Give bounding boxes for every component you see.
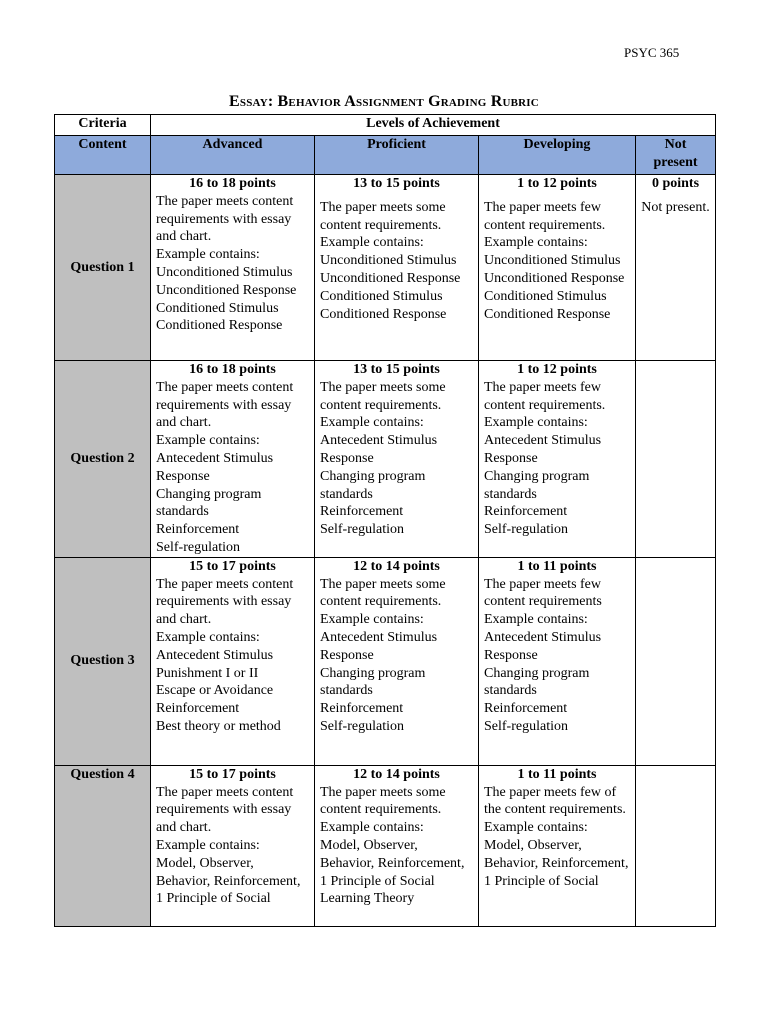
cell-text: Antecedent Stimulus [156, 450, 274, 466]
cell-text: Example contains: [320, 612, 424, 628]
cell-text: Conditioned Response [156, 318, 283, 334]
cell-text: Conditioned Response [484, 306, 611, 322]
cell-text: Self-regulation [484, 522, 568, 538]
cell-text: The paper meets content requirements with essay and chart. [156, 379, 294, 431]
cell-text: Self-regulation [156, 539, 240, 555]
points-range: 1 to 11 points [517, 558, 597, 574]
cell-text: Conditioned Stimulus [484, 288, 607, 304]
points-range: 12 to 14 points [353, 558, 440, 574]
cell-text: Escape or Avoidance [156, 683, 274, 699]
cell-text: Self-regulation [320, 522, 404, 538]
points-range: 16 to 18 points [189, 176, 276, 191]
cell-text: Reinforcement [320, 701, 404, 717]
table-row [55, 557, 716, 765]
criteria-header: Criteria [55, 115, 151, 136]
points-range: 15 to 17 points [189, 766, 276, 782]
cell-text: Unconditioned Stimulus [156, 264, 293, 280]
rubric-cell-not-present [636, 557, 716, 765]
cell-text: Unconditioned Stimulus [320, 253, 457, 269]
cell-text: Self-regulation [484, 718, 568, 734]
rubric-cell [315, 361, 479, 558]
cell-text: Example contains: [156, 247, 260, 263]
cell-text: Antecedent Stimulus [156, 647, 274, 663]
cell-text: Example contains: [156, 433, 260, 449]
cell-text: Response [320, 647, 374, 663]
cell-text: The paper meets some content requirements. [320, 784, 446, 818]
cell-text: Changing program standards [320, 468, 426, 502]
rubric-cell [151, 361, 315, 558]
table-row [55, 175, 716, 361]
cell-text: Conditioned Stimulus [320, 288, 443, 304]
question-label: Question 4 [55, 765, 151, 926]
cell-text: Unconditioned Response [320, 270, 461, 286]
cell-text: Conditioned Stimulus [156, 300, 279, 316]
cell-text: Response [484, 450, 538, 466]
cell-text: Response [484, 647, 538, 663]
points-range: 1 to 12 points [517, 362, 597, 377]
cell-text: Model, Observer, Behavior, Reinforcement, 1 Principle of Social Learning Theory [320, 837, 465, 907]
cell-text: Response [320, 450, 374, 466]
cell-text: Model, Observer, Behavior, Reinforcement, 1 Principle of Social [156, 855, 301, 907]
cell-text: The paper meets some content requirements. [320, 576, 446, 610]
points-range: 13 to 15 points [353, 362, 440, 377]
rubric-cell [479, 765, 636, 926]
rubric-cell [479, 175, 636, 361]
page-title: Essay: Behavior Assignment Grading Rubric [229, 93, 539, 110]
column-header-row [55, 136, 716, 175]
content-header: Content [55, 136, 151, 175]
cell-text: Reinforcement [484, 701, 568, 717]
points-range: 12 to 14 points [353, 766, 440, 782]
header-row [55, 115, 716, 136]
cell-text: Example contains: [484, 820, 588, 836]
rubric-cell [315, 175, 479, 361]
cell-text: The paper meets few of the content requirements. [484, 784, 626, 818]
cell-text: Model, Observer, Behavior, Reinforcement, 1 Principle of Social [484, 837, 629, 889]
points-range: 16 to 18 points [189, 362, 276, 377]
cell-text: Example contains: [320, 820, 424, 836]
cell-text: The paper meets content requirements with essay and chart. [156, 193, 294, 245]
cell-text: Changing program standards [484, 665, 590, 699]
cell-text: Conditioned Response [320, 306, 447, 322]
cell-text: The paper meets some content requirements. [320, 199, 446, 233]
course-code: PSYC 365 [624, 45, 680, 60]
cell-text: Punishment I or II [156, 665, 259, 681]
cell-text: Antecedent Stimulus [320, 433, 438, 449]
cell-text: Example contains: [156, 837, 260, 853]
cell-text: Reinforcement [484, 504, 568, 520]
cell-text: Antecedent Stimulus [320, 629, 438, 645]
table-row [55, 361, 716, 558]
points-range: 0 points [651, 176, 700, 191]
cell-text: The paper meets few content requirements. [484, 199, 606, 233]
points-range: 1 to 12 points [517, 176, 597, 191]
rubric-cell-not-present [636, 765, 716, 926]
cell-text: Changing program standards [156, 486, 262, 520]
column-header-not-present: Not present [636, 136, 716, 175]
points-range: 15 to 17 points [189, 558, 276, 574]
rubric-cell-not-present [636, 361, 716, 558]
question-label: Question 3 [55, 557, 151, 765]
rubric-cell [315, 557, 479, 765]
cell-text: Self-regulation [320, 718, 404, 734]
cell-text: Changing program standards [484, 468, 590, 502]
cell-text: The paper meets content requirements with essay and chart. [156, 784, 294, 836]
rubric-cell [151, 175, 315, 361]
cell-text: Example contains: [484, 235, 588, 251]
levels-header: Levels of Achievement [151, 115, 716, 136]
cell-text: Example contains: [320, 415, 424, 431]
cell-text: The paper meets content requirements with essay and chart. [156, 576, 294, 628]
rubric-cell [479, 557, 636, 765]
rubric-cell [479, 361, 636, 558]
grading-rubric-table [54, 114, 716, 927]
column-header-proficient: Proficient [315, 136, 479, 175]
rubric-cell-not-present [636, 175, 716, 361]
cell-text: Reinforcement [156, 522, 240, 538]
table-row [55, 765, 716, 926]
cell-text: Not present. [641, 199, 710, 215]
column-header-developing: Developing [479, 136, 636, 175]
rubric-cell [315, 765, 479, 926]
cell-text: The paper meets few content requirements. [484, 379, 606, 413]
cell-text: Unconditioned Stimulus [484, 253, 621, 269]
cell-text: Example contains: [484, 415, 588, 431]
rubric-cell [151, 557, 315, 765]
cell-text: Unconditioned Response [156, 282, 297, 298]
cell-text: Unconditioned Response [484, 270, 625, 286]
cell-text: Response [156, 468, 210, 484]
question-label: Question 2 [55, 361, 151, 558]
points-range: 1 to 11 points [517, 766, 597, 782]
cell-text: The paper meets some content requirements. [320, 379, 446, 413]
cell-text: Best theory or method [156, 718, 281, 734]
cell-text: Reinforcement [156, 701, 240, 717]
rubric-cell [151, 765, 315, 926]
cell-text: Antecedent Stimulus [484, 629, 602, 645]
cell-text: Reinforcement [320, 504, 404, 520]
question-label: Question 1 [55, 175, 151, 361]
column-header-advanced: Advanced [151, 136, 315, 175]
cell-text: Example contains: [484, 612, 588, 628]
cell-text: The paper meets few content requirements [484, 576, 602, 610]
cell-text: Antecedent Stimulus [484, 433, 602, 449]
cell-text: Example contains: [320, 235, 424, 251]
cell-text: Changing program standards [320, 665, 426, 699]
points-range: 13 to 15 points [353, 176, 440, 191]
cell-text: Example contains: [156, 629, 260, 645]
